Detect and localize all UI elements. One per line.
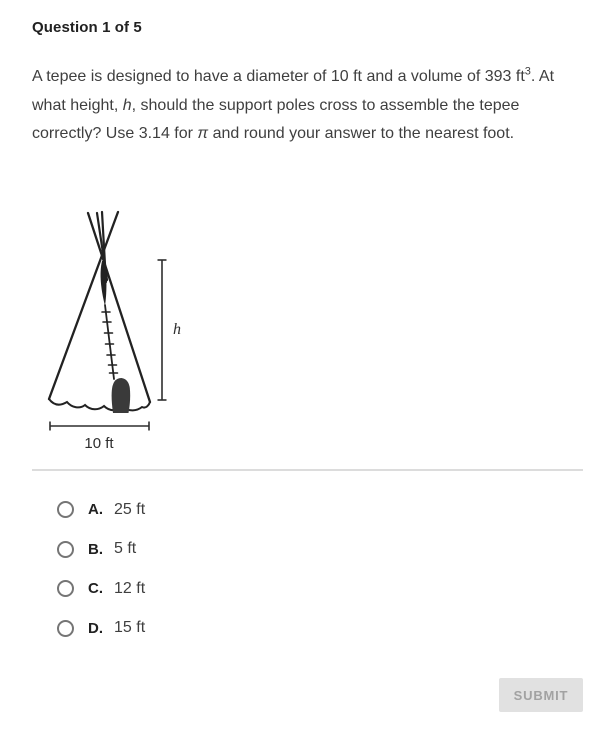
option-letter: B. xyxy=(88,540,103,558)
base-dimension-label: 10 ft xyxy=(84,435,114,452)
section-divider xyxy=(32,469,583,471)
option-value: 5 ft xyxy=(114,540,137,558)
tepee-right-side-pole xyxy=(88,213,150,402)
option-value: 25 ft xyxy=(114,500,146,518)
base-dimension-line xyxy=(50,422,149,431)
answer-options xyxy=(57,490,145,648)
height-dimension-line xyxy=(158,260,167,400)
answer-option-b[interactable] xyxy=(57,530,145,570)
question-text-segment: , should the support poles cross to assemble the tepee correctly? Use 3.14 for xyxy=(32,96,520,143)
height-dimension-label: h xyxy=(173,321,181,338)
option-letter: A. xyxy=(88,501,103,519)
question-text-segment: . At what height, xyxy=(32,68,555,114)
answer-option-d[interactable] xyxy=(57,609,145,649)
option-letter: C. xyxy=(88,580,103,598)
variable-h: h xyxy=(122,96,132,114)
pi-symbol: π xyxy=(197,125,209,143)
radio-button[interactable] xyxy=(57,580,74,597)
question-progress: Question 1 of 5 xyxy=(32,19,142,36)
tepee-front-seam xyxy=(105,305,114,379)
question-text-segment: and round your answer to the nearest foot. xyxy=(208,125,515,143)
question-text-segment: A tepee is designed to have a diameter of 10 ft and a volume of 393 ft xyxy=(32,68,525,85)
tepee-left-side-pole xyxy=(49,212,118,399)
smoke-flap xyxy=(101,261,107,306)
option-value: 15 ft xyxy=(114,619,146,637)
tepee-sketch-svg xyxy=(36,202,206,454)
radio-button[interactable] xyxy=(57,620,74,637)
tepee-door xyxy=(112,378,131,413)
answer-option-a[interactable] xyxy=(57,490,145,530)
radio-button[interactable] xyxy=(57,501,74,518)
option-letter: D. xyxy=(88,619,103,637)
option-value: 12 ft xyxy=(114,579,146,597)
tepee-diagram xyxy=(36,202,206,454)
radio-button[interactable] xyxy=(57,541,74,558)
submit-button[interactable]: SUBMIT xyxy=(499,678,583,712)
exponent-superscript: 3 xyxy=(524,65,531,78)
question-text xyxy=(32,63,581,149)
answer-option-c[interactable] xyxy=(57,569,145,609)
tepee-bottom-hem xyxy=(49,399,150,410)
